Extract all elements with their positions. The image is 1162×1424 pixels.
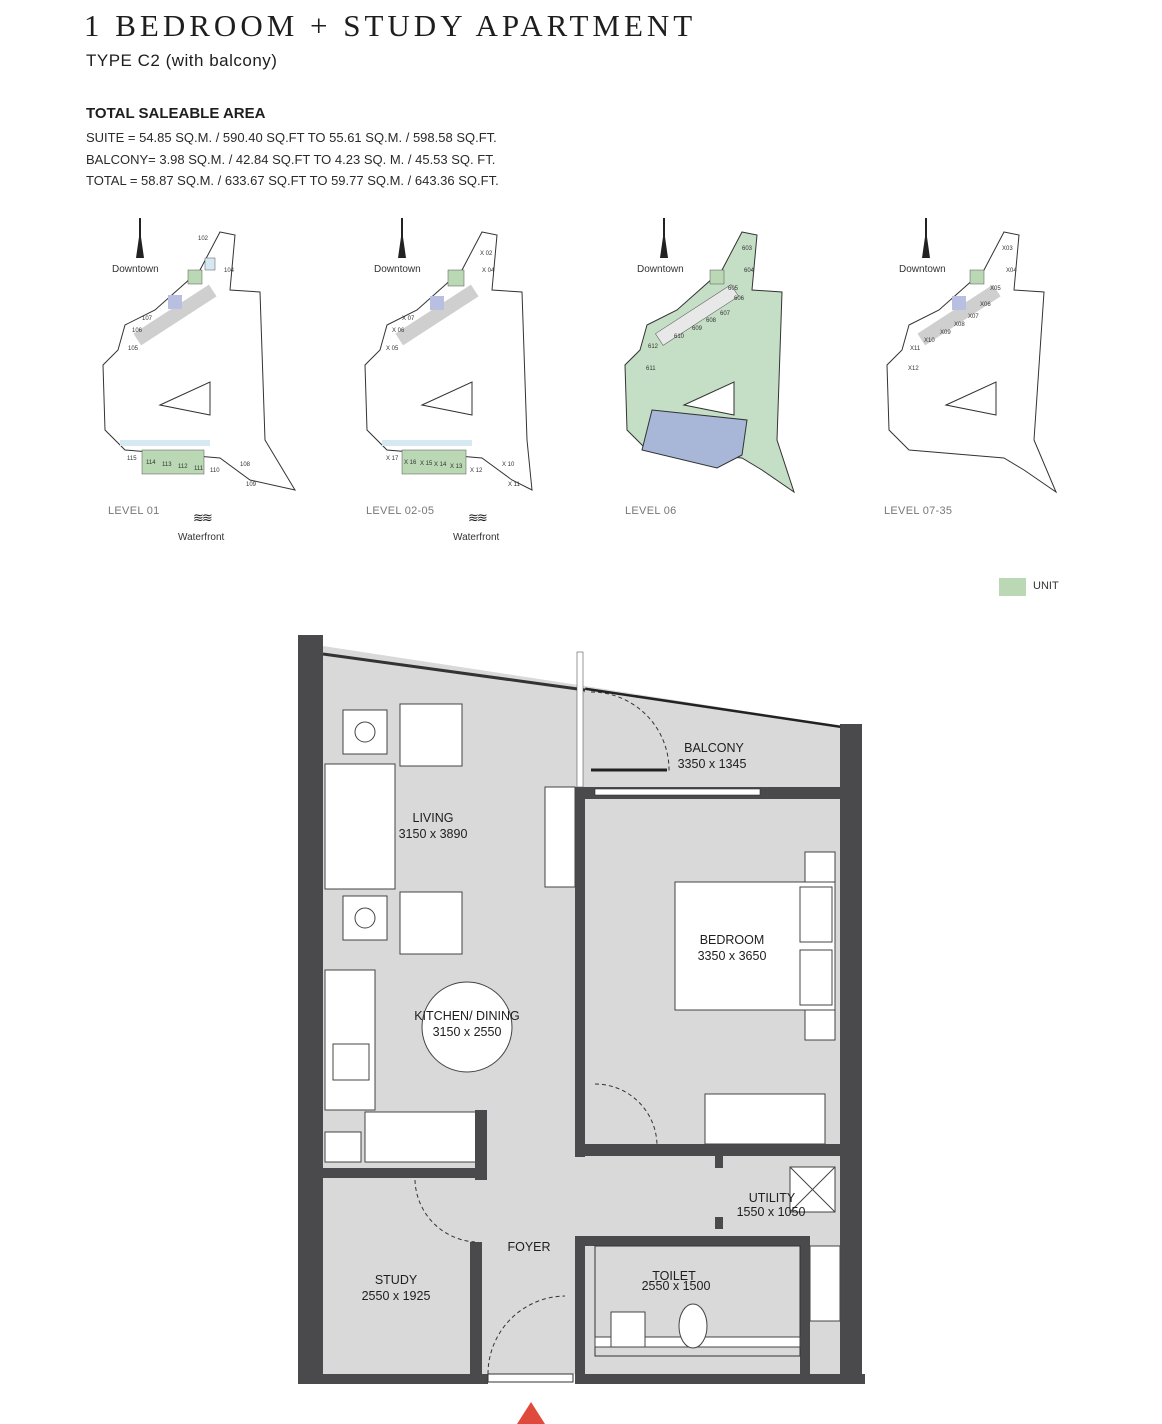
basin (611, 1312, 645, 1347)
room-name-living: LIVING (412, 811, 454, 825)
downtown-tower-icon (922, 218, 930, 258)
unit-number: X07 (968, 314, 979, 320)
keyplan-level-07-35 (884, 210, 1094, 550)
unit-number: 606 (734, 296, 745, 302)
room-name-kitchen: KITCHEN/ DINING (414, 1009, 520, 1023)
room-size-bedroom: 3350 x 3650 (697, 949, 767, 963)
unit-number: 603 (742, 246, 753, 252)
unit-number: X04 (1006, 268, 1017, 274)
unit-number: X 12 (470, 468, 483, 474)
side-table (343, 896, 387, 940)
unit-number: 104 (224, 268, 235, 274)
legend-unit-swatch (999, 578, 1026, 596)
unit-number: 107 (142, 316, 153, 322)
page-title: 1 BEDROOM + STUDY APARTMENT (84, 8, 697, 43)
tv-unit (545, 787, 575, 887)
unit-number: 612 (648, 344, 659, 350)
room-size-kitchen: 3150 x 2550 (432, 1025, 502, 1039)
room-name-balcony: BALCONY (684, 741, 744, 755)
downtown-tower-icon (660, 218, 668, 258)
room-size-balcony: 3350 x 1345 (677, 757, 747, 771)
waterfront-label: Waterfront (178, 532, 225, 543)
kitchen-counter (325, 970, 375, 1110)
unit-number: X08 (954, 322, 965, 328)
legend-unit-label: UNIT (1033, 580, 1059, 592)
nightstand (805, 852, 835, 882)
unit-number: 110 (210, 468, 220, 474)
entry-marker-icon (517, 1402, 545, 1424)
keyplan-drawing (362, 210, 572, 550)
direction-label: Downtown (112, 264, 159, 275)
wall (575, 787, 585, 1157)
unit-number: 608 (706, 318, 717, 324)
sofa (325, 764, 395, 889)
keyplan-level-02-05 (362, 210, 572, 550)
keyplan-level-01 (100, 210, 310, 550)
unit-number: X05 (990, 286, 1001, 292)
unit-number: 604 (744, 268, 755, 274)
level-label: LEVEL 07-35 (884, 505, 953, 517)
unit-number: 610 (674, 334, 685, 340)
unit-number: X 10 (502, 462, 515, 468)
direction-label: Downtown (899, 264, 946, 275)
unit-number: 607 (720, 311, 731, 317)
unit-number: X03 (1002, 246, 1013, 252)
room-name-study: STUDY (374, 1273, 418, 1287)
unit-number: X10 (924, 338, 935, 344)
area-suite: SUITE = 54.85 SQ.M. / 590.40 SQ.FT TO 55.61 SQ.M. / 598.58 SQ.FT. (86, 130, 497, 145)
unit-number: 605 (728, 286, 739, 292)
room-size-living: 3150 x 3890 (398, 827, 468, 841)
unit-number: X 04 (482, 268, 495, 274)
room-name-utility: UTILITY (748, 1191, 796, 1205)
unit-number: X 13 (450, 464, 463, 470)
unit-number: 106 (132, 328, 143, 334)
room-size-utility: 1550 x 1050 (736, 1205, 806, 1219)
keyplan-level-06 (622, 210, 832, 550)
keyplan-drawing (100, 210, 310, 550)
unit-number: 609 (692, 326, 703, 332)
unit-number: X 17 (386, 456, 399, 462)
nightstand (805, 1010, 835, 1040)
sliding-door (595, 789, 760, 795)
unit-number: X 05 (386, 346, 399, 352)
unit-number: X12 (908, 366, 919, 372)
direction-label: Downtown (637, 264, 684, 275)
side-table (343, 710, 387, 754)
room-name-bedroom: BEDROOM (699, 933, 765, 947)
keyplan-drawing (622, 210, 832, 550)
area-total: TOTAL = 58.87 SQ.M. / 633.67 SQ.FT TO 59.77 SQ.M. / 643.36 SQ.FT. (86, 173, 499, 188)
unit-number: X 07 (402, 316, 415, 322)
wall (323, 1168, 485, 1178)
wardrobe (705, 1094, 825, 1144)
wall (575, 1236, 800, 1246)
room-size-study: 2550 x 1925 (361, 1289, 431, 1303)
unit-number: X11 (910, 346, 921, 352)
level-label: LEVEL 06 (625, 505, 677, 517)
entry-door (488, 1374, 573, 1382)
waves-icon: ≋≋ (468, 510, 486, 525)
unit-number: 105 (128, 346, 139, 352)
unit-number: X 06 (392, 328, 405, 334)
unit-number: X 02 (480, 251, 493, 257)
room-size-toilet: 2550 x 1500 (641, 1279, 711, 1293)
wall (470, 1242, 482, 1377)
unit-number: 109 (246, 482, 257, 488)
shaft (810, 1246, 840, 1321)
room-name-foyer: FOYER (507, 1240, 551, 1254)
downtown-tower-icon (136, 218, 144, 258)
unit-number: 111 (194, 466, 204, 472)
unit-number: X 14 (434, 462, 447, 468)
keyplan-drawing (884, 210, 1094, 550)
wall (585, 1144, 840, 1156)
kitchen-sink-counter (365, 1112, 485, 1162)
unit-number: X 16 (404, 460, 417, 466)
unit-number: 108 (240, 462, 251, 468)
unit-number: 115 (127, 456, 137, 462)
unit-type: TYPE C2 (with balcony) (86, 51, 278, 70)
unit-number: 114 (146, 460, 156, 466)
floor-plan (295, 632, 865, 1424)
wc (679, 1304, 707, 1348)
unit-number: X 15 (420, 461, 433, 467)
unit-number: X09 (940, 330, 951, 336)
unit-number: 112 (178, 464, 188, 470)
unit-number: X06 (980, 302, 991, 308)
armchair (400, 892, 462, 954)
armchair (400, 704, 462, 766)
area-heading: TOTAL SALEABLE AREA (86, 105, 266, 122)
level-label: LEVEL 02-05 (366, 505, 435, 517)
waves-icon: ≋≋ (193, 510, 211, 525)
hob (333, 1044, 369, 1080)
unit-number: 102 (198, 236, 209, 242)
unit-number: 611 (646, 366, 656, 372)
area-balcony: BALCONY= 3.98 SQ.M. / 42.84 SQ.FT TO 4.23 SQ. M. / 45.53 SQ. FT. (86, 152, 496, 167)
unit-number: 113 (162, 462, 172, 468)
waterfront-label: Waterfront (453, 532, 500, 543)
room-name-toilet: TOILET (652, 1269, 696, 1283)
downtown-tower-icon (398, 218, 406, 258)
level-label: LEVEL 01 (108, 505, 160, 517)
unit-number: X 11 (508, 482, 520, 488)
direction-label: Downtown (374, 264, 421, 275)
